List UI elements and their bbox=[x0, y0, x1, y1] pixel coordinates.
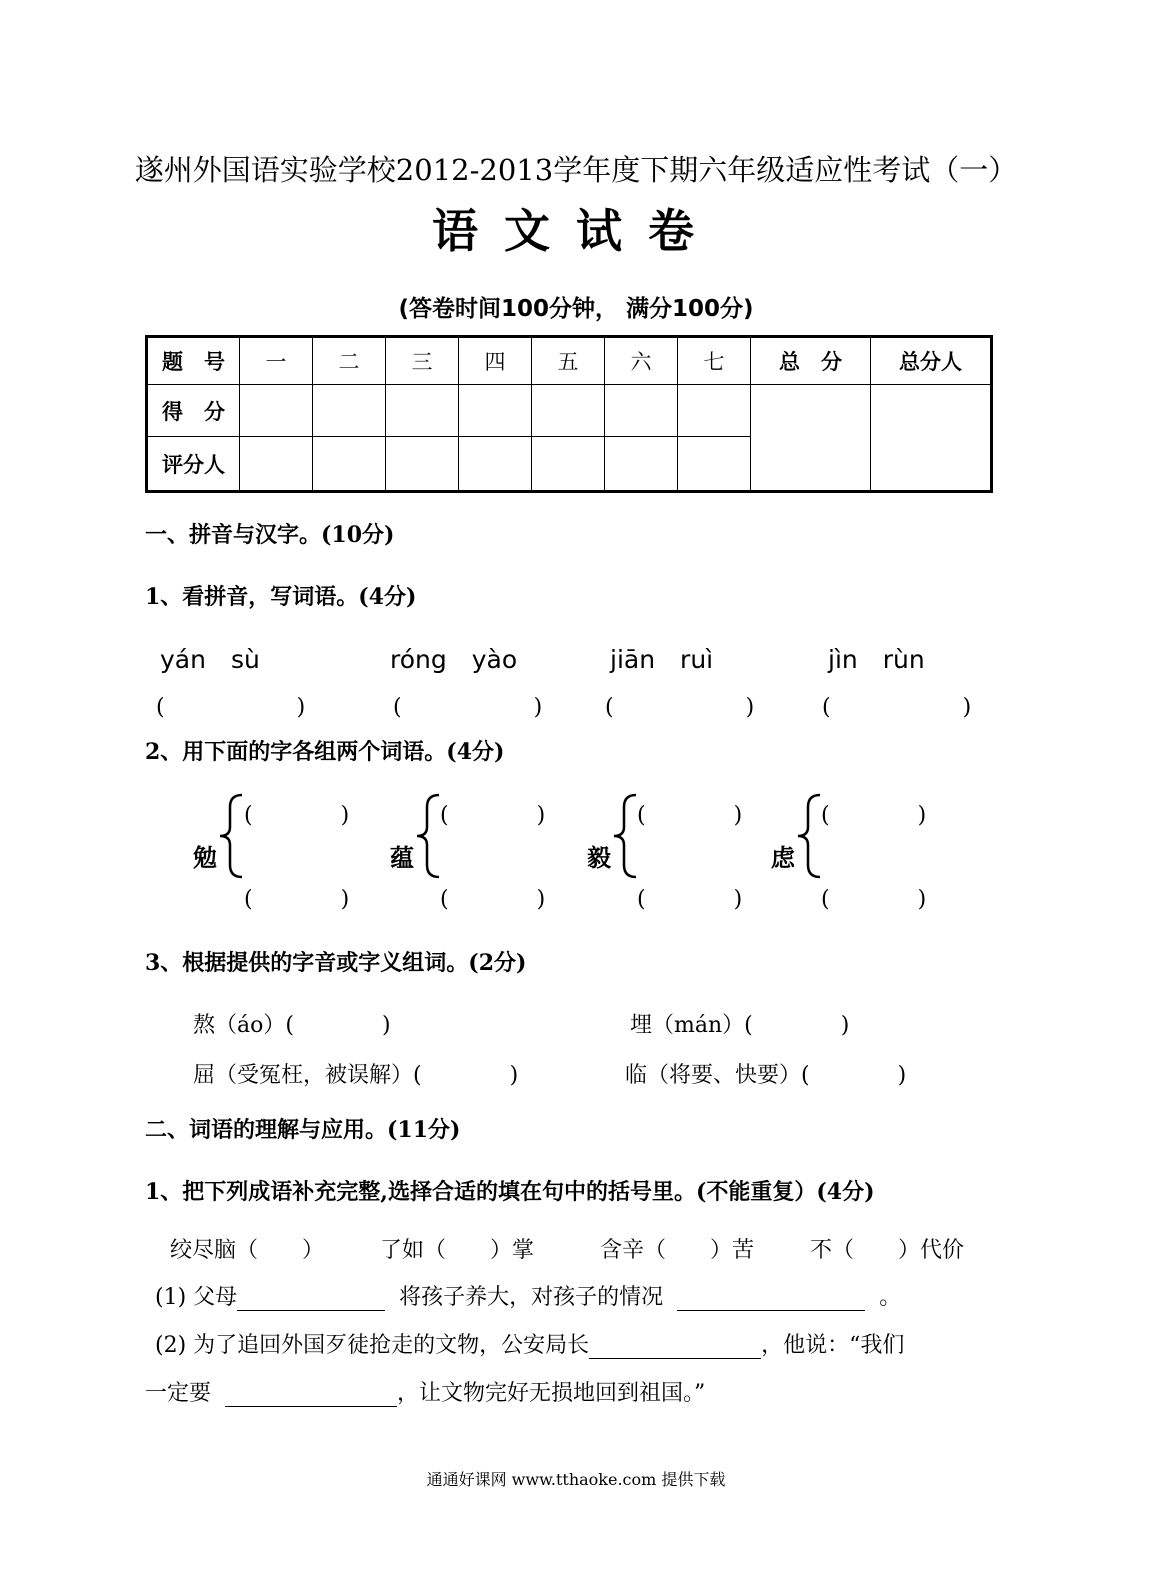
answer-blank[interactable] bbox=[237, 1286, 385, 1311]
column-header: 三 bbox=[386, 337, 459, 385]
pinyin-item: róng yào bbox=[390, 645, 518, 674]
grader-cell bbox=[532, 437, 605, 492]
grader-cell bbox=[459, 437, 532, 492]
q3-item[interactable]: 屈（受冤枉，被误解）( ) bbox=[193, 1063, 519, 1088]
score-cell bbox=[240, 385, 313, 437]
sentence-text: (2) 为了追回外国歹徒抢走的文物，公安局长 bbox=[155, 1333, 590, 1358]
sentence-text: ，他说：“我们 bbox=[761, 1333, 905, 1358]
column-header: 一 bbox=[240, 337, 313, 385]
sentence-text: 将孩子养大，对孩子的情况 bbox=[399, 1285, 664, 1310]
grader-cell bbox=[313, 437, 386, 492]
grader-cell bbox=[240, 437, 313, 492]
section1-q2-title: 2、用下面的字各组两个词语。(4分) bbox=[145, 739, 505, 765]
sentence-text: 一定要 bbox=[145, 1381, 212, 1406]
footer: 通通好课网 www.tthaoke.com 提供下载 bbox=[426, 1470, 726, 1489]
grader-cell bbox=[605, 437, 678, 492]
brace-char: 毅 bbox=[587, 843, 611, 872]
q3-item[interactable]: 临（将要、快要）( ) bbox=[625, 1063, 907, 1088]
answer-blank[interactable] bbox=[225, 1382, 397, 1407]
exam-info: (答卷时间100分钟， 满分100分) bbox=[398, 296, 754, 322]
idiom-item[interactable]: 了如（ ）掌 bbox=[380, 1238, 535, 1263]
score-cell bbox=[386, 385, 459, 437]
score-cell bbox=[678, 385, 751, 437]
answer-paren[interactable]: ( ) bbox=[244, 887, 350, 912]
grader-cell bbox=[678, 437, 751, 492]
idiom-item[interactable]: 不（ ）代价 bbox=[810, 1238, 965, 1263]
brace-icon bbox=[612, 793, 638, 879]
column-header: 四 bbox=[459, 337, 532, 385]
brace-icon bbox=[415, 793, 441, 879]
answer-paren[interactable]: ( ) bbox=[156, 695, 306, 720]
section1-q3-title: 3、根据提供的字音或字义组词。(2分) bbox=[145, 950, 527, 976]
sentence-text: 。 bbox=[879, 1285, 902, 1310]
column-header: 七 bbox=[678, 337, 751, 385]
answer-paren[interactable]: ( ) bbox=[822, 695, 972, 720]
row-label-score: 得 分 bbox=[147, 385, 240, 437]
answer-paren[interactable]: ( ) bbox=[821, 803, 927, 828]
score-table bbox=[145, 335, 993, 493]
answer-blank[interactable] bbox=[589, 1334, 761, 1359]
answer-paren[interactable]: ( ) bbox=[393, 695, 543, 720]
idiom-item[interactable]: 绞尽脑（ ） bbox=[170, 1238, 325, 1263]
brace-char: 蕴 bbox=[390, 843, 414, 872]
q3-item[interactable]: 熬（áo）( ) bbox=[193, 1013, 391, 1038]
grader-cell bbox=[386, 437, 459, 492]
brace-char: 勉 bbox=[193, 843, 217, 872]
brace-char: 虑 bbox=[771, 843, 795, 872]
answer-paren[interactable]: ( ) bbox=[637, 887, 743, 912]
paper-title: 语文试卷 bbox=[432, 204, 720, 258]
total-score-header: 总 分 bbox=[751, 337, 871, 385]
score-cell bbox=[313, 385, 386, 437]
brace-icon bbox=[218, 793, 244, 879]
row-label-question: 题 号 bbox=[147, 337, 240, 385]
total-score-cell bbox=[751, 385, 871, 492]
pinyin-item: yán sù bbox=[160, 645, 260, 674]
column-header: 五 bbox=[532, 337, 605, 385]
total-person-cell bbox=[871, 385, 992, 492]
answer-paren[interactable]: ( ) bbox=[605, 695, 755, 720]
answer-paren[interactable]: ( ) bbox=[637, 803, 743, 828]
answer-paren[interactable]: ( ) bbox=[244, 803, 350, 828]
total-person-header: 总分人 bbox=[871, 337, 992, 385]
section2-title: 二、词语的理解与应用。(11分) bbox=[145, 1117, 461, 1143]
sentence-3 bbox=[145, 1376, 705, 1407]
row-label-grader: 评分人 bbox=[147, 437, 240, 492]
sentence-1 bbox=[155, 1280, 901, 1311]
section2-q1-title: 1、把下列成语补充完整,选择合适的填在句中的括号里。(不能重复）(4分) bbox=[145, 1179, 875, 1205]
column-header: 二 bbox=[313, 337, 386, 385]
sentence-text: ，让文物完好无损地回到祖国。” bbox=[397, 1381, 706, 1406]
score-cell bbox=[459, 385, 532, 437]
score-cell bbox=[532, 385, 605, 437]
section1-q1-title: 1、看拼音，写词语。(4分) bbox=[145, 584, 417, 610]
idiom-item[interactable]: 含辛（ ）苦 bbox=[600, 1238, 755, 1263]
answer-paren[interactable]: ( ) bbox=[440, 803, 546, 828]
pinyin-item: jìn rùn bbox=[828, 645, 925, 674]
answer-paren[interactable]: ( ) bbox=[821, 887, 927, 912]
column-header: 六 bbox=[605, 337, 678, 385]
sentence-2 bbox=[155, 1328, 904, 1359]
brace-icon bbox=[796, 793, 822, 879]
sentence-text: (1) 父母 bbox=[155, 1285, 238, 1310]
section1-title: 一、拼音与汉字。(10分) bbox=[145, 522, 395, 548]
q3-item[interactable]: 埋（mán）( ) bbox=[630, 1013, 850, 1038]
score-cell bbox=[605, 385, 678, 437]
pinyin-item: jiān ruì bbox=[610, 645, 714, 674]
answer-paren[interactable]: ( ) bbox=[440, 887, 546, 912]
answer-blank[interactable] bbox=[677, 1286, 865, 1311]
school-title: 遂州外国语实验学校2012-2013学年度下期六年级适应性考试（一） bbox=[134, 153, 1018, 187]
